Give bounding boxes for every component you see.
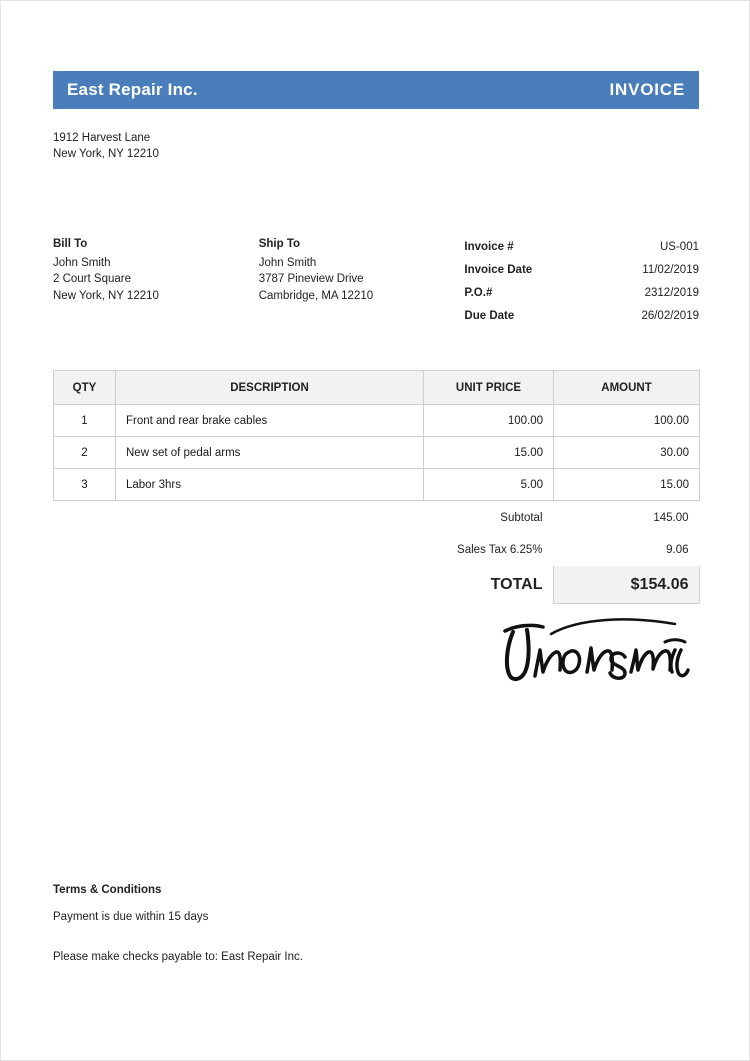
sender-address [53, 130, 699, 162]
row-amount: 30.00 [554, 437, 700, 469]
due-date-label: Due Date [464, 310, 515, 322]
ship-to-name: John Smith [258, 256, 317, 269]
sender-address-line-2: New York, NY 12210 [53, 148, 159, 160]
row-description: Front and rear brake cables [116, 405, 424, 437]
signature-block [53, 604, 699, 724]
row-description: New set of pedal arms [116, 437, 424, 469]
invoice-date-label: Invoice Date [464, 264, 533, 276]
due-date-value: 26/02/2019 [641, 310, 699, 322]
bill-to-block [53, 236, 259, 304]
total-label: TOTAL [490, 575, 543, 593]
header-unit-price: UNIT PRICE [424, 371, 554, 405]
invoice-meta-block [464, 236, 699, 328]
summary-spacer [53, 502, 423, 534]
ship-to-line-2: Cambridge, MA 12210 [258, 289, 374, 302]
subtotal-row [53, 502, 699, 534]
signature-image [499, 612, 699, 712]
table-header-row [54, 371, 700, 405]
header-qty: QTY [54, 371, 116, 405]
invoice-sheet [53, 71, 699, 966]
document-type-label: INVOICE [609, 80, 685, 99]
due-date-row [464, 305, 699, 328]
summary-spacer [53, 534, 423, 566]
row-unit-price: 100.00 [424, 405, 554, 437]
total-value: $154.06 [553, 566, 699, 604]
line-items-table [53, 370, 700, 501]
invoice-date-value: 11/02/2019 [642, 264, 699, 276]
bill-to-title: Bill To [53, 238, 88, 250]
table-row [54, 469, 700, 501]
table-row [54, 437, 700, 469]
row-unit-price: 5.00 [424, 469, 554, 501]
invoice-number-label: Invoice # [464, 241, 514, 253]
summary-spacer [53, 566, 423, 604]
company-name: East Repair Inc. [67, 80, 198, 99]
po-number-value: 2312/2019 [644, 287, 699, 299]
terms-title: Terms & Conditions [53, 884, 162, 896]
bill-to-line-1: 2 Court Square [53, 273, 131, 285]
row-amount: 15.00 [554, 469, 700, 501]
invoice-number-value: US-001 [660, 241, 699, 253]
terms-line-1: Payment is due within 15 days [53, 911, 209, 923]
row-qty: 1 [54, 405, 116, 437]
row-description: Labor 3hrs [116, 469, 424, 501]
po-number-row [464, 282, 699, 305]
terms-line-2: Please make checks payable to: East Repair Inc. [53, 951, 303, 963]
row-qty: 3 [54, 469, 116, 501]
invoice-number-row [464, 236, 699, 259]
ship-to-block [259, 236, 465, 304]
table-row [54, 405, 700, 437]
row-unit-price: 15.00 [424, 437, 554, 469]
ship-to-line-1: 3787 Pineview Drive [258, 273, 364, 285]
header-description: DESCRIPTION [116, 371, 424, 405]
bill-to-line-2: New York, NY 12210 [53, 289, 159, 302]
terms-section [53, 884, 699, 966]
header-amount: AMOUNT [554, 371, 700, 405]
ship-to-title: Ship To [258, 238, 301, 250]
total-row [53, 566, 699, 604]
parties-section [53, 236, 699, 328]
subtotal-label: Subtotal [500, 511, 543, 524]
bill-to-name: John Smith [53, 256, 111, 269]
sender-address-line-1: 1912 Harvest Lane [53, 132, 151, 144]
summary-table [53, 501, 700, 604]
subtotal-value: 145.00 [653, 511, 689, 524]
tax-value: 9.06 [666, 543, 689, 556]
tax-label: Sales Tax 6.25% [457, 543, 543, 556]
tax-row [53, 534, 699, 566]
po-number-label: P.O.# [464, 287, 493, 299]
invoice-header-bar [53, 71, 699, 109]
row-amount: 100.00 [554, 405, 700, 437]
invoice-date-row [464, 259, 699, 282]
row-qty: 2 [54, 437, 116, 469]
